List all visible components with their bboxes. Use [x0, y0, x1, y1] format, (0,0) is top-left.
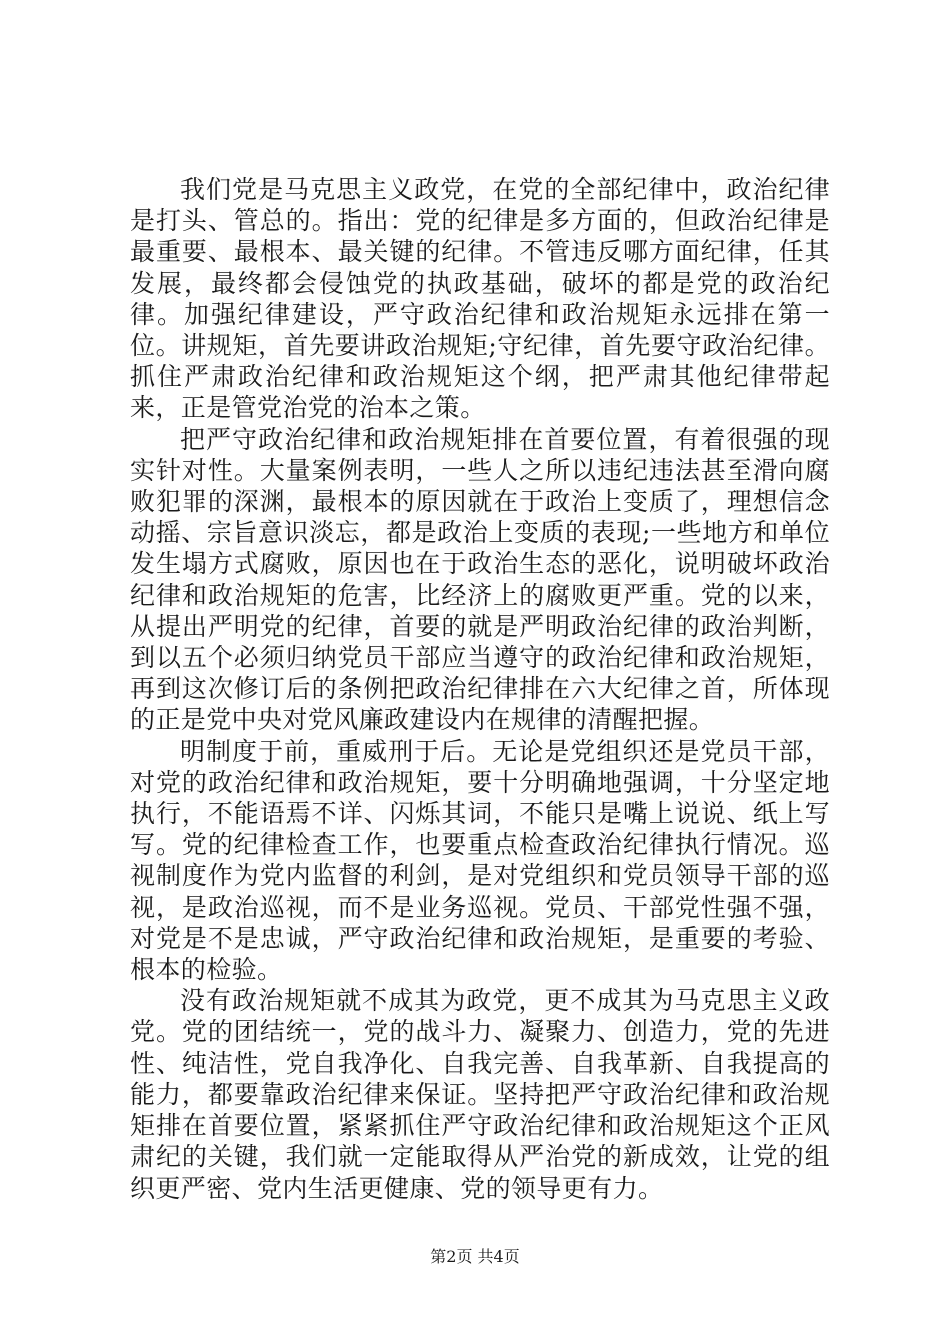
paragraph-1: 我们党是马克思主义政党，在党的全部纪律中，政治纪律是打头、管总的。指出：党的纪律是多方面的，但政治纪律是最重要、最根本、最关键的纪律。不管违反哪方面纪律，任其发展，最终都会侵蚀党的执政基础，破坏的都是党的政治纪律。加强纪律建设，严守政治纪律和政治规矩永远排在第一位。讲规矩，首先要讲政治规矩;守纪律，首先要守政治纪律。抓住严肃政治纪律和政治规矩这个纲，把严肃其他纪律带起来，正是管党治党的治本之策。 [130, 175, 830, 423]
document-body [130, 174, 830, 1204]
paragraph-2: 把严守政治纪律和政治规矩排在首要位置，有着很强的现实针对性。大量案例表明，一些人之所以违纪违法甚至滑向腐败犯罪的深渊，最根本的原因就在于政治上变质了，理想信念动摇、宗旨意识淡忘，都是政治上变质的表现;一些地方和单位发生塌方式腐败，原因也在于政治生态的恶化，说明破坏政治纪律和政治规矩的危害，比经济上的腐败更严重。党的以来，从提出严明党的纪律，首要的就是严明政治纪律的政治判断，到以五个必须归纳党员干部应当遵守的政治纪律和政治规矩，再到这次修订后的条例把政治纪律排在六大纪律之首，所体现的正是党中央对党风廉政建设内在规律的清醒把握。 [130, 424, 830, 735]
page-number-footer: 第2页 共4页 [430, 1247, 520, 1266]
paragraph-3: 明制度于前，重威刑于后。无论是党组织还是党员干部，对党的政治纪律和政治规矩，要十分明确地强调，十分坚定地执行，不能语焉不详、闪烁其词，不能只是嘴上说说、纸上写写。党的纪律检查工作，也要重点检查政治纪律执行情况。巡视制度作为党内监督的利剑，是对党组织和党员领导干部的巡视，是政治巡视，而不是业务巡视。党员、干部党性强不强，对党是不是忠诚，严守政治纪律和政治规矩，是重要的考验、根本的检验。 [130, 736, 830, 985]
paragraph-4: 没有政治规矩就不成其为政党，更不成其为马克思主义政党。党的团结统一，党的战斗力、凝聚力、创造力，党的先进性、纯洁性，党自我净化、自我完善、自我革新、自我提高的能力，都要靠政治纪律来保证。坚持把严守政治纪律和政治规矩排在首要位置，紧紧抓住严守政治纪律和政治规矩这个正风肃纪的关键，我们就一定能取得从严治党的新成效，让党的组织更严密、党内生活更健康、党的领导更有力。 [130, 986, 830, 1203]
